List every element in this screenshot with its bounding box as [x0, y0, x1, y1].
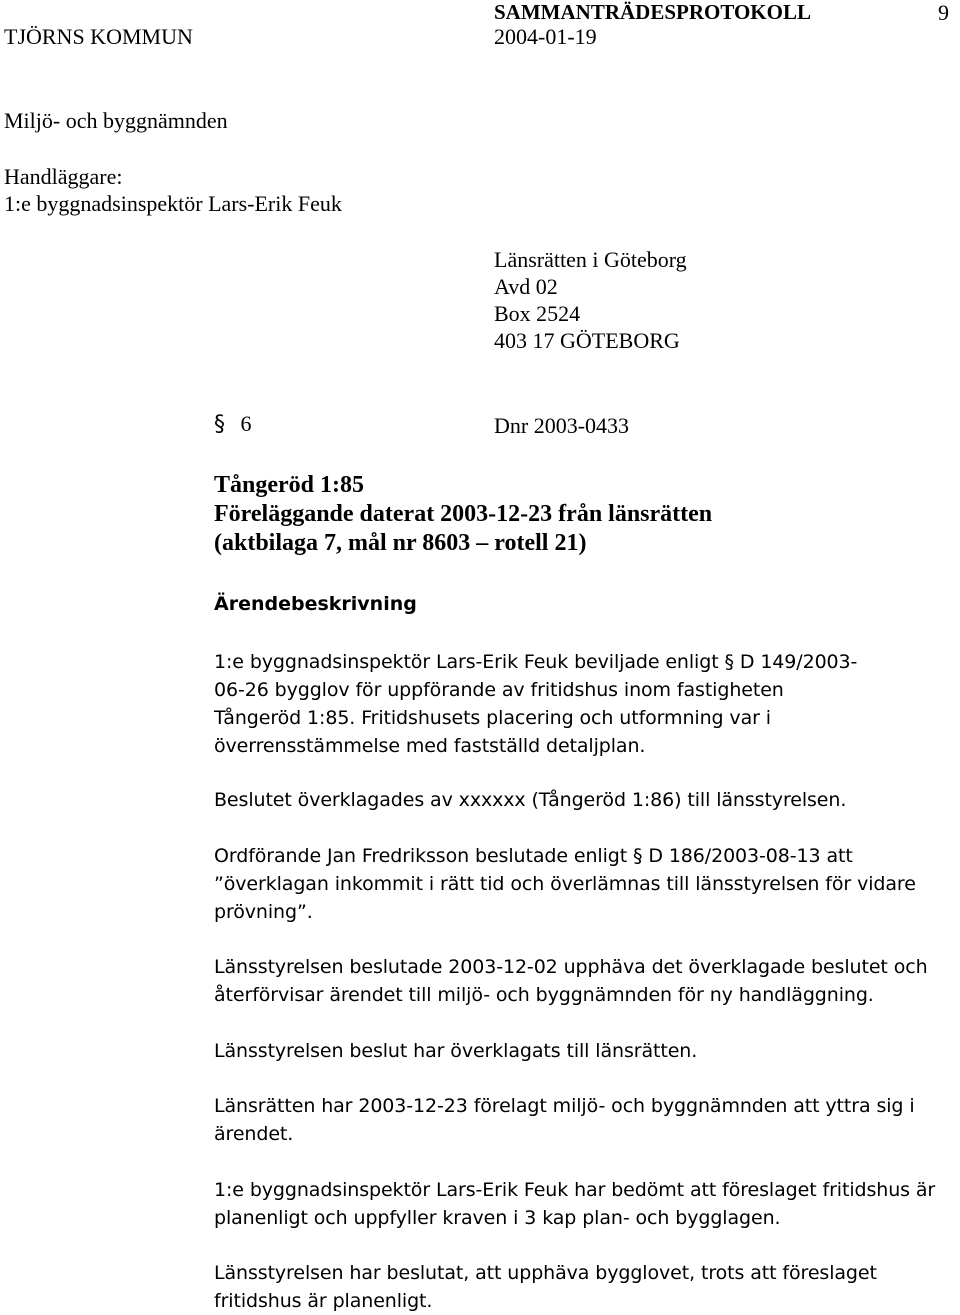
title-line: (aktbilaga 7, mål nr 8603 – rotell 21) — [214, 530, 587, 556]
paragraph-symbol: § — [724, 651, 734, 673]
paragraph-text: Ordförande Jan Fredriksson beslutade enligt — [214, 845, 633, 867]
paragraph — [214, 1092, 934, 1148]
section-number — [214, 410, 252, 438]
address-line: Avd 02 — [494, 274, 558, 299]
paragraph — [214, 842, 934, 926]
recipient-address — [494, 246, 687, 354]
paragraph-text: 1:e byggnadsinspektör Lars-Erik Feuk har bedömt att föreslaget fritidshus är planenligt och uppfyller kraven i 3 kap plan- och bygglagen. — [214, 1179, 936, 1229]
case-title — [214, 471, 712, 558]
paragraph-symbol: § — [633, 845, 643, 867]
committee-name: Miljö- och byggnämnden — [4, 108, 228, 133]
description-heading: Ärendebeskrivning — [214, 593, 417, 615]
paragraph-symbol: § — [214, 412, 225, 437]
paragraph — [214, 1037, 954, 1065]
paragraph — [214, 786, 954, 814]
paragraph-text: Länsstyrelsen har beslutat, att upphäva bygglovet, trots att föreslaget fritidshus är planenligt. — [214, 1262, 877, 1312]
paragraph — [214, 1259, 894, 1315]
municipality-name: TJÖRNS KOMMUN — [4, 24, 193, 49]
page-number: 9 — [938, 0, 949, 25]
meeting-date: 2004-01-19 — [494, 24, 597, 49]
title-line: Föreläggande daterat 2003-12-23 från länsrätten — [214, 501, 713, 527]
handler-block — [4, 163, 342, 217]
handler-label: Handläggare: — [4, 164, 123, 189]
paragraph — [214, 953, 934, 1009]
section-number-value: 6 — [240, 411, 252, 436]
paragraph — [214, 648, 874, 760]
handler-name: 1:e byggnadsinspektör Lars-Erik Feuk — [4, 191, 342, 216]
dnr: Dnr 2003-0433 — [494, 413, 630, 438]
paragraph-text: D 186/2003-08-13 att ”överklagan inkommit i rätt tid och överlämnas till länsstyrelsen för vidare prövning”. — [214, 845, 916, 923]
paragraph-text: Beslutet överklagades av xxxxxx (Tångeröd 1:86) till länsstyrelsen. — [214, 789, 847, 811]
address-line: Box 2524 — [494, 301, 581, 326]
paragraph-text: Länsstyrelsen beslutade 2003-12-02 upphäva det överklagade beslutet och återförvisar ärendet till miljö- och byggnämnden för ny handläggning. — [214, 956, 928, 1006]
paragraph-text: Länsstyrelsen beslut har överklagats till länsrätten. — [214, 1040, 698, 1062]
paragraph-text: Länsrätten har 2003-12-23 förelagt miljö- och byggnämnden att yttra sig i ärendet. — [214, 1095, 915, 1145]
paragraph-text: D 149/2003-06-26 bygglov för uppförande av fritidshus inom fastigheten Tångeröd 1:85. Fritidshusets placering och utformning var i överrensstämmelse med fastställd detaljplan. — [214, 651, 858, 757]
address-line: Länsrätten i Göteborg — [494, 247, 687, 272]
paragraph — [214, 1176, 954, 1232]
document-type: SAMMANTRÄDESPROTOKOLL — [494, 0, 811, 24]
paragraph-text: 1:e byggnadsinspektör Lars-Erik Feuk beviljade enligt — [214, 651, 725, 673]
address-line: 403 17 GÖTEBORG — [494, 328, 680, 353]
title-line: Tångeröd 1:85 — [214, 472, 364, 498]
